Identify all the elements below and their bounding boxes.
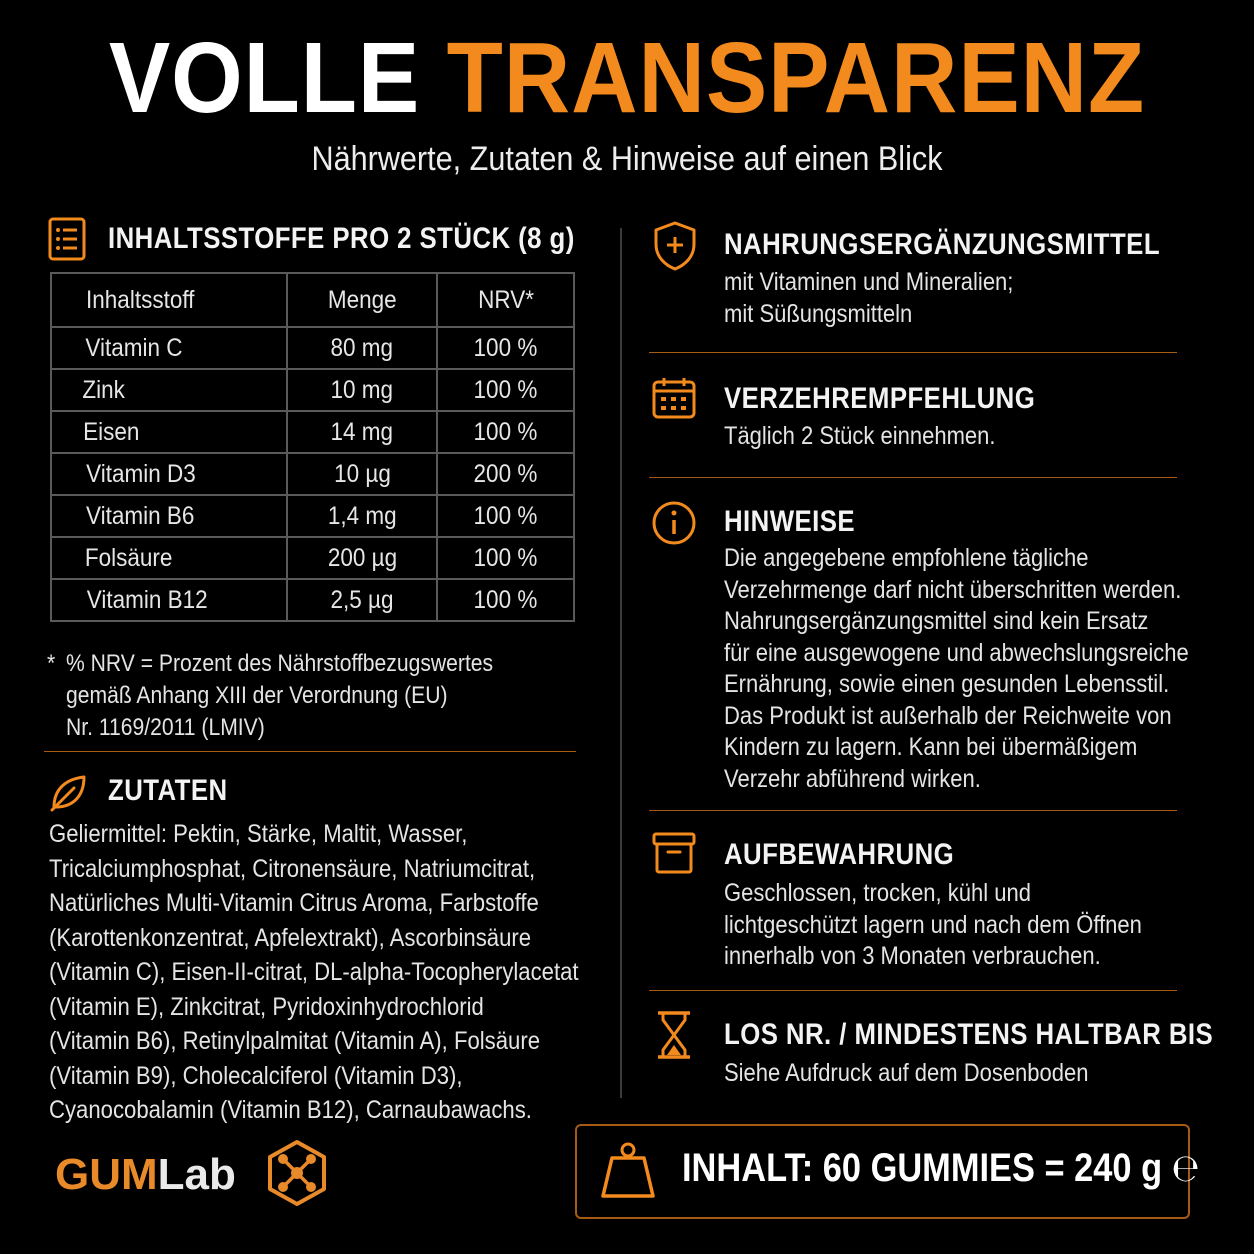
divider-line — [649, 477, 1177, 478]
molecule-hexagon-icon — [262, 1138, 332, 1208]
list-icon — [48, 217, 86, 261]
storage-box-icon — [651, 830, 697, 876]
gumlab-logo: GUMLab — [55, 1150, 236, 1199]
table-footnote: % NRV = Prozent des Nährstoffbezugswertes gemäß Anhang XIII der Verordnung (EU) Nr. 1169/2011 (LMIV) — [66, 650, 494, 741]
los-text: Siehe Aufdruck auf dem Dosenboden — [724, 1059, 1089, 1087]
table-row: Vitamin D3 10 µg 200 % — [51, 453, 574, 495]
divider-line — [649, 352, 1177, 353]
hinweise-title: HINWEISE — [724, 505, 856, 538]
los-title: LOS NR. / MINDESTENS HALTBAR BIS — [724, 1018, 1214, 1051]
nutrition-table — [50, 272, 575, 622]
inhalt-text: INHALT: 60 GUMMIES = 240 g ℮ — [682, 1146, 1200, 1190]
page-title — [50, 22, 1204, 134]
aufbewahrung-text: Geschlossen, trocken, kühl und lichtgeschützt lagern und nach dem Öffnen innerhalb von 3 Monaten verbrauchen. — [724, 879, 1142, 970]
hinweise-text: Die angegebene empfohlene tägliche Verzehrmenge darf nicht überschritten werden. Nahrungsergänzungsmittel sind kein Ersatz für eine ausgewogene und abwechslungsreiche Ernährung, sowie einen gesunden Lebensstil. Das Produkt ist außerhalb der Reichweite von Kindern zu lagern. Kann bei übermäßigem Verzehr abführend wirken. — [724, 544, 1189, 793]
verzehr-title: VERZEHREMPFEHLUNG — [724, 382, 1036, 415]
aufbewahrung-title: AUFBEWAHRUNG — [724, 838, 955, 871]
divider-line — [649, 990, 1177, 991]
calendar-icon — [651, 376, 697, 420]
title-orange: TRANSPARENZ — [446, 22, 1146, 134]
header-nrv: NRV* — [437, 273, 574, 327]
hourglass-icon — [655, 1010, 693, 1060]
table-row: Vitamin C 80 mg 100 % — [51, 327, 574, 369]
zutaten-title: ZUTATEN — [108, 774, 228, 807]
table-row: Vitamin B6 1,4 mg 100 % — [51, 495, 574, 537]
estimated-sign: ℮ — [1171, 1146, 1200, 1190]
column-divider — [620, 228, 622, 1098]
table-row: Zink 10 mg 100 % — [51, 369, 574, 411]
footnote-star: * — [47, 650, 56, 677]
header-inhaltsstoff: Inhaltsstoff — [51, 273, 287, 327]
table-section-title: INHALTSSTOFFE PRO 2 STÜCK (8 g) — [108, 222, 575, 255]
divider-line — [649, 810, 1177, 811]
shield-plus-icon — [652, 220, 698, 272]
title-white: VOLLE — [108, 22, 421, 134]
nahrung-title: NAHRUNGSERGÄNZUNGSMITTEL — [724, 228, 1161, 261]
table-row: Folsäure 200 µg 100 % — [51, 537, 574, 579]
info-icon — [651, 500, 697, 546]
page-subtitle: Nährwerte, Zutaten & Hinweise auf einen Blick — [311, 140, 943, 178]
table-row: Eisen 14 mg 100 % — [51, 411, 574, 453]
table-header-row — [51, 273, 574, 327]
header-menge: Menge — [287, 273, 437, 327]
weight-icon — [600, 1140, 656, 1200]
zutaten-text: Geliermittel: Pektin, Stärke, Maltit, Wasser, Tricalciumphosphat, Citronensäure, Natriumcitrat, Natürliches Multi-Vitamin Citrus Aroma, Farbstoffe (Karottenkonzentrat, Apfelextrakt), Ascorbinsäure (Vitamin C), Eisen-II-citrat, DL-alpha-Tocopherylacetat (Vitamin E), Zinkcitrat, Pyridoxinhydrochlorid (Vitamin B6), Retinylpalmitat (Vitamin A), Folsäure (Vitamin B9), Cholecalciferol (Vitamin D3), Cyanocobalamin (Vitamin B12), Carnaubawachs. — [49, 820, 579, 1124]
leaf-icon — [48, 773, 88, 813]
divider-line — [44, 751, 576, 752]
table-row: Vitamin B12 2,5 µg 100 % — [51, 579, 574, 621]
nahrung-text: mit Vitaminen und Mineralien; mit Süßungsmitteln — [724, 268, 1014, 328]
verzehr-text: Täglich 2 Stück einnehmen. — [724, 422, 996, 450]
